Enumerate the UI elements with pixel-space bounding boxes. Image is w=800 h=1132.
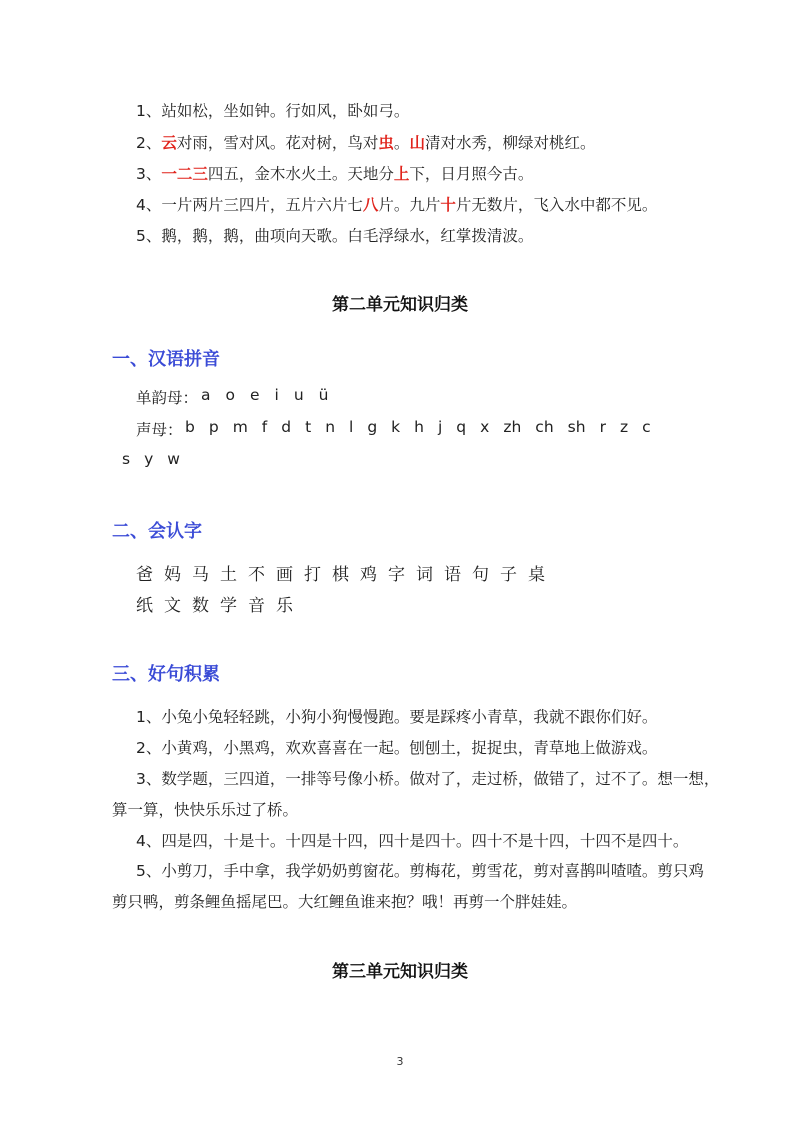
- rhyme-line-2: 2、云对雨，雪对风。花对树，鸟对虫。山清对水秀，柳绿对桃红。: [136, 134, 596, 152]
- rhyme-line-1: 1、站如松，坐如钟。行如风，卧如弓。: [136, 102, 410, 120]
- initial-letter: l: [349, 418, 354, 436]
- character: 字: [388, 565, 405, 585]
- initial-letter: g: [367, 418, 378, 436]
- characters-row-1: [136, 560, 556, 585]
- character: 打: [304, 565, 321, 585]
- character: 乐: [276, 596, 293, 616]
- sentence-line-1: 1、小兔小兔轻轻跳，小狗小狗慢慢跑。要是踩疼小青草，我就不跟你们好。: [136, 708, 658, 726]
- character: 妈: [164, 565, 181, 585]
- character: 数: [192, 596, 209, 616]
- initial-letter: h: [414, 418, 424, 436]
- initial-letter: c: [642, 418, 651, 436]
- initial-letter: w: [167, 450, 180, 468]
- rhyme-line-3: 3、一二三四五，金木水火土。天地分上下，日月照今古。: [136, 165, 534, 183]
- unit3-title: 第三单元知识归类: [332, 962, 468, 982]
- character: 语: [444, 565, 461, 585]
- initial-letter: k: [391, 418, 401, 436]
- section-sentences-title: 三、好句积累: [112, 664, 220, 685]
- initials-label: 声母：: [136, 421, 183, 439]
- initial-letter: f: [261, 418, 268, 436]
- characters-row-2: [136, 591, 304, 616]
- initial-letter: s: [122, 450, 131, 468]
- initial-letter: d: [281, 418, 292, 436]
- initial-letter: q: [456, 418, 467, 436]
- character: 鸡: [360, 565, 377, 585]
- vowel-letter: i: [274, 386, 279, 404]
- character: 句: [472, 565, 489, 585]
- vowel-letter: u: [293, 386, 304, 404]
- initial-letter: j: [437, 418, 443, 436]
- character: 不: [248, 565, 265, 585]
- initial-letter: sh: [567, 418, 586, 436]
- character: 音: [248, 596, 265, 616]
- character: 土: [220, 565, 237, 585]
- character: 纸: [136, 596, 153, 616]
- sentence-line-3b: 算一算，快快乐乐过了桥。: [112, 801, 299, 819]
- sentence-line-5a: 5、小剪刀，手中拿，我学奶奶剪窗花。剪梅花，剪雪花，剪对喜鹊叫喳喳。剪只鸡: [136, 862, 704, 880]
- initials-list-row1: [185, 418, 665, 436]
- vowel-letter: o: [225, 386, 235, 404]
- section-characters-title: 二、会认字: [112, 521, 202, 542]
- initials-list-row2: [122, 450, 194, 468]
- sentence-line-2: 2、小黄鸡，小黑鸡，欢欢喜喜在一起。刨刨土，捉捉虫，青草地上做游戏。: [136, 739, 658, 757]
- page-number: 3: [396, 1055, 404, 1068]
- character: 画: [276, 565, 293, 585]
- initial-letter: b: [185, 418, 195, 436]
- character: 词: [416, 565, 433, 585]
- sentence-line-4: 4、四是四，十是十。十四是十四，四十是四十。四十不是十四，十四不是四十。: [136, 832, 689, 850]
- initial-letter: y: [144, 450, 154, 468]
- vowel-letter: a: [201, 386, 211, 404]
- sentence-line-3a: 3、数学题，三四道，一排等号像小桥。做对了，走过桥，做错了，过不了。想一想，: [136, 770, 720, 788]
- character: 棋: [332, 565, 349, 585]
- unit2-title: 第二单元知识归类: [332, 295, 468, 315]
- vowels-list: [201, 386, 344, 404]
- initial-letter: p: [208, 418, 219, 436]
- initial-letter: r: [599, 418, 606, 436]
- character: 子: [500, 565, 517, 585]
- initial-letter: t: [305, 418, 312, 436]
- initial-letter: m: [232, 418, 248, 436]
- vowels-label: 单韵母：: [136, 389, 199, 407]
- rhyme-line-4: 4、一片两片三四片，五片六片七八片。九片十片无数片，飞入水中都不见。: [136, 196, 658, 214]
- initial-letter: z: [619, 418, 629, 436]
- character: 爸: [136, 565, 153, 585]
- sentence-line-5b: 剪只鸭，剪条鲤鱼摇尾巴。大红鲤鱼谁来抱？哦！再剪一个胖娃娃。: [112, 893, 578, 911]
- rhyme-line-5: 5、鹅，鹅，鹅，曲项向天歌。白毛浮绿水，红掌拨清波。: [136, 227, 534, 245]
- initial-letter: zh: [503, 418, 522, 436]
- initial-letter: x: [480, 418, 490, 436]
- character: 文: [164, 596, 181, 616]
- character: 学: [220, 596, 237, 616]
- character: 桌: [528, 565, 545, 585]
- vowel-letter: ü: [318, 386, 329, 404]
- initial-letter: n: [325, 418, 336, 436]
- character: 马: [192, 565, 209, 585]
- section-pinyin-title: 一、汉语拼音: [112, 349, 220, 370]
- vowel-letter: e: [249, 386, 260, 404]
- initial-letter: ch: [535, 418, 554, 436]
